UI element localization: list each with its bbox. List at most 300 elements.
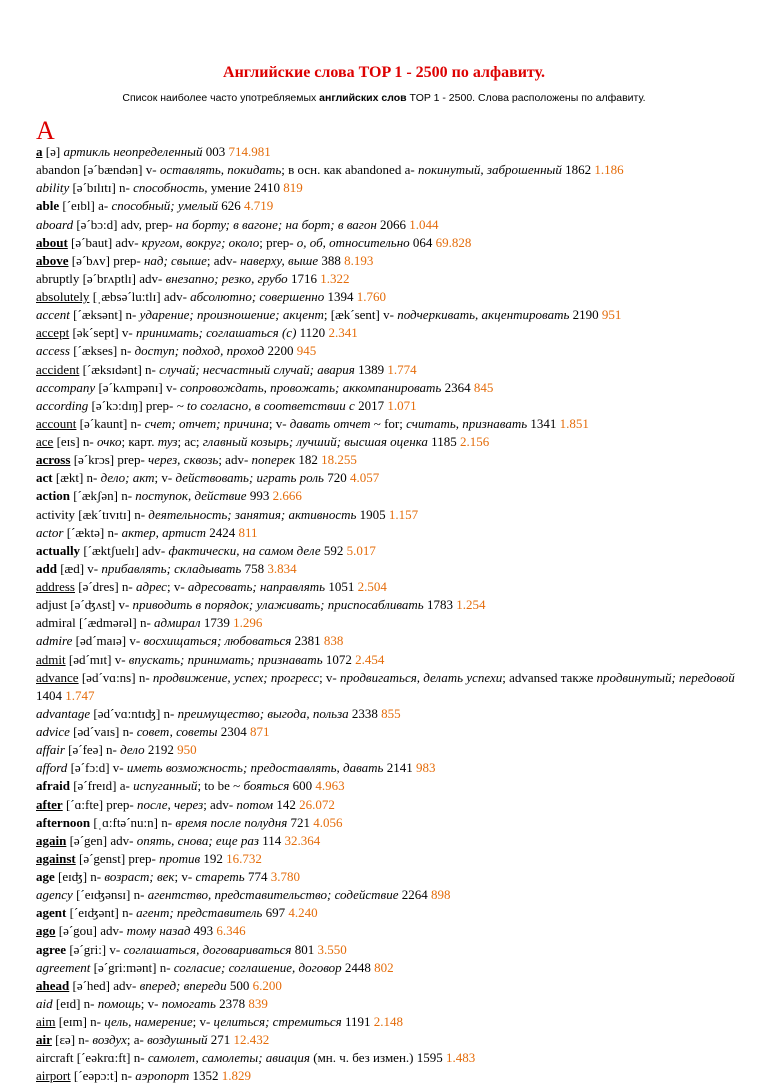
- frequency-count: 2.148: [373, 1014, 403, 1029]
- frequency-count: 1.851: [559, 415, 589, 431]
- entry-text: [əˊbɪlɪtɪ] n-: [69, 180, 134, 196]
- word-entry: [36, 361, 736, 379]
- frequency-count: 3.780: [270, 869, 300, 884]
- translation-text: давать отчет: [289, 415, 371, 431]
- headword: actually: [36, 542, 81, 558]
- translation-text: случай; несчастный случай; авария: [159, 361, 355, 377]
- word-entry: [36, 469, 736, 487]
- word-entry: [36, 252, 736, 270]
- headword: across: [36, 452, 71, 468]
- entry-text: [əˊkʌmpənɪ] v-: [95, 379, 181, 395]
- word-entry: [36, 397, 736, 415]
- translation-text: тому назад: [126, 923, 191, 939]
- page-title: Английские слова TOP 1 - 2500 по алфавиту.: [223, 64, 545, 81]
- frequency-count: 983: [415, 760, 436, 776]
- headword: afternoon: [36, 814, 91, 830]
- translation-text: опять, снова; еще раз: [136, 832, 259, 848]
- headword: absolutely: [36, 289, 90, 304]
- frequency-count: 898: [430, 887, 451, 903]
- translation-text: адресовать; направлять: [187, 579, 326, 594]
- translation-text: актер, артист: [121, 524, 207, 540]
- headword: airport: [36, 1068, 71, 1084]
- translation-text: счет; отчет; причина: [144, 415, 269, 431]
- translation-text: accompany: [36, 379, 96, 395]
- translation-text: впускать; принимать; признавать: [128, 651, 323, 667]
- entry-text: 2192: [144, 742, 178, 758]
- headword: admit: [36, 651, 66, 667]
- word-entry: [36, 995, 736, 1013]
- translation-text: оставлять, покидать: [159, 162, 282, 178]
- entry-text: ; adv-: [206, 252, 241, 268]
- translation-text: agreement: [36, 959, 91, 975]
- subtitle-text-start: Список наиболее часто употребляемых: [122, 92, 320, 104]
- frequency-count: 4.963: [315, 778, 345, 794]
- frequency-count: 1.186: [594, 162, 624, 178]
- word-entry: [36, 179, 736, 197]
- translation-text: иметь возможность; предоставлять, давать: [126, 760, 384, 776]
- translation-text: agency: [36, 887, 73, 903]
- headword: afraid: [36, 778, 70, 794]
- translation-text: прибавлять; складывать: [101, 560, 242, 576]
- translation-text: покинутый, заброшенный: [417, 162, 562, 178]
- entry-text: 697: [262, 905, 289, 921]
- translation-text: способный; умелый: [111, 198, 219, 214]
- entry-text: [ədˊvaɪs] n-: [69, 724, 137, 739]
- entry-text: [əˊfreɪd] a-: [69, 778, 134, 794]
- word-entry: [36, 324, 736, 342]
- frequency-count: 2.156: [459, 434, 490, 449]
- entry-text: [ədˊmaɪə] v-: [72, 633, 144, 649]
- entry-text: 801: [291, 941, 318, 957]
- headword: address: [36, 579, 75, 594]
- entry-text: 1404: [36, 687, 66, 703]
- word-entry: [36, 578, 736, 596]
- frequency-count: 950: [177, 742, 197, 758]
- translation-text: accent: [36, 307, 70, 323]
- translation-text: артикль неопределенный: [63, 144, 203, 159]
- translation-text: продвижение, успех; прогресс: [152, 669, 320, 685]
- entry-text: 1191: [341, 1014, 374, 1029]
- frequency-count: 2.341: [328, 325, 358, 341]
- entry-text: , умение 2410: [204, 180, 284, 196]
- translation-text: admire: [36, 633, 73, 649]
- entry-text: ; to be ~: [197, 778, 244, 794]
- entry-text: 1389: [354, 361, 388, 377]
- entry-text: 2378: [215, 995, 249, 1011]
- entry-text: admiral [ˊædmərəl] n-: [36, 615, 155, 631]
- frequency-count: 855: [381, 705, 401, 721]
- entry-text: 1185: [427, 434, 460, 449]
- entry-text: [ədˊvɑ:ntɪʤ] n-: [90, 705, 178, 721]
- frequency-count: 714.981: [228, 144, 271, 159]
- headword: ago: [36, 923, 56, 939]
- entry-text: aircraft [ˊeəkrɑ:ft] n-: [36, 1050, 148, 1066]
- translation-text: туз: [157, 434, 178, 449]
- entry-text: 2381: [291, 633, 324, 649]
- translation-text: продвигаться, делать успехи: [340, 669, 503, 685]
- headword: age: [36, 869, 55, 884]
- entry-text: [eɪm] n-: [55, 1014, 105, 1029]
- word-entry: [36, 723, 736, 741]
- frequency-count: 951: [601, 307, 622, 323]
- word-entry: [36, 886, 736, 904]
- entry-text: [ˊeɪʤənt] n-: [66, 905, 137, 921]
- frequency-count: 26.072: [299, 796, 335, 812]
- translation-text: стареть: [195, 869, 245, 884]
- frequency-count: 1.157: [388, 506, 419, 522]
- translation-text: возраст; век: [104, 869, 175, 884]
- entry-text: 1051: [325, 579, 358, 594]
- translation-text: деятельность; занятия; активность: [148, 506, 357, 522]
- entry-text: [əˊkaunt] n-: [76, 415, 145, 431]
- headword: able: [36, 198, 60, 214]
- word-entry: [36, 669, 736, 705]
- entry-text: [əˊgen] adv-: [66, 832, 137, 848]
- entry-text: ; карт.: [121, 434, 158, 449]
- headword: aim: [36, 1014, 56, 1029]
- word-entry: [36, 306, 736, 324]
- entry-text: 721: [287, 814, 314, 830]
- frequency-count: 1.322: [320, 270, 350, 286]
- headword: act: [36, 470, 53, 486]
- entry-text: 1783: [423, 597, 457, 613]
- word-list: [36, 143, 736, 1086]
- entry-text: ; [ækˊsent] v-: [323, 307, 398, 323]
- word-entry: [36, 868, 736, 886]
- entry-text: 626: [218, 198, 245, 214]
- headword: ace: [36, 434, 54, 449]
- word-entry: [36, 560, 736, 578]
- entry-text: 2364: [441, 379, 474, 395]
- entry-text: [əˊbʌv] prep-: [68, 252, 144, 268]
- word-entry: [36, 1049, 736, 1067]
- entry-text: [ˊeəpɔ:t] n-: [70, 1068, 136, 1084]
- entry-text: [eɪs] n-: [53, 434, 97, 449]
- word-entry: [36, 270, 736, 288]
- entry-text: ; в осн. как abandoned a-: [281, 162, 418, 178]
- entry-text: [ˊækʃən] n-: [69, 488, 136, 504]
- translation-text: поступок, действие: [135, 488, 247, 504]
- entry-text: [əˊgri:] v-: [66, 941, 124, 957]
- frequency-count: 819: [283, 180, 303, 196]
- entry-text: [ˊɑ:fte] prep-: [62, 796, 137, 812]
- translation-text: воздух: [92, 1032, 127, 1048]
- translation-text: время после полудня: [175, 814, 288, 830]
- translation-text: согласие; соглашение, договор: [173, 959, 342, 975]
- entry-text: abruptly [əˊbrʌptlɪ] adv-: [36, 270, 166, 286]
- translation-text: приводить в порядок; улаживать; приспосабливать: [132, 597, 424, 613]
- entry-text: 774: [244, 869, 271, 884]
- entry-text: ; v-: [154, 470, 176, 486]
- translation-text: воздушный: [147, 1032, 208, 1048]
- word-entry: [36, 143, 736, 161]
- translation-text: преимущество; выгода, польза: [177, 705, 349, 721]
- translation-text: действовать; играть роль: [175, 470, 324, 486]
- headword: accept: [36, 325, 70, 341]
- entry-text: 720: [323, 470, 350, 486]
- translation-text: совет, советы: [136, 724, 218, 739]
- translation-text: очко: [97, 434, 122, 449]
- entry-text: [ækt] n-: [52, 470, 101, 486]
- translation-text: подчеркивать, акцентировать: [397, 307, 570, 323]
- frequency-count: 1.296: [233, 615, 263, 631]
- word-entry: [36, 234, 736, 252]
- word-entry: [36, 415, 736, 433]
- word-entry: [36, 487, 736, 505]
- frequency-count: 1.829: [221, 1068, 251, 1084]
- frequency-count: 6.200: [252, 977, 282, 993]
- entry-text: 271: [207, 1032, 234, 1048]
- word-entry: [36, 524, 736, 542]
- entry-text: [ˊæksɪdənt] n-: [79, 361, 160, 377]
- translation-text: aid: [36, 995, 53, 1011]
- translation-text: абсолютно; совершенно: [190, 289, 325, 304]
- frequency-count: 1.774: [387, 361, 417, 377]
- frequency-count: 32.364: [284, 832, 321, 848]
- frequency-count: 12.432: [233, 1032, 270, 1048]
- translation-text: affair: [36, 742, 65, 758]
- word-entry: [36, 451, 736, 469]
- translation-text: afford: [36, 760, 68, 776]
- entry-text: 182: [295, 452, 322, 468]
- frequency-count: 4.056: [313, 814, 343, 830]
- headword: about: [36, 234, 68, 250]
- word-entry: [36, 977, 736, 995]
- entry-text: [ˌæbsəˊlu:tlɪ] adv-: [89, 289, 191, 304]
- page-subtitle: [0, 92, 768, 104]
- frequency-count: 18.255: [321, 452, 357, 468]
- entry-text: ; v-: [166, 579, 188, 594]
- entry-text: 2200: [264, 343, 297, 359]
- entry-text: [ˌɑ:ftəˊnu:n] n-: [90, 814, 176, 830]
- entry-text: [əˊbɔ:d] adv, prep-: [73, 216, 176, 232]
- translation-text: поперек: [251, 452, 296, 468]
- entry-text: 2338: [348, 705, 382, 721]
- word-entry: [36, 814, 736, 832]
- frequency-count: 1.747: [65, 687, 95, 703]
- translation-text: адрес: [136, 579, 167, 594]
- frequency-count: 16.732: [226, 850, 262, 866]
- entry-text: [ˊækses] n-: [69, 343, 135, 359]
- entry-text: 2264: [398, 887, 431, 903]
- headword: air: [36, 1032, 52, 1048]
- translation-text: испуганный: [133, 778, 198, 794]
- translation-text: потом: [236, 796, 274, 812]
- frequency-count: 1.483: [445, 1050, 476, 1066]
- entry-text: 758: [241, 560, 268, 576]
- entry-text: [əkˊsept] v-: [69, 325, 136, 341]
- headword: action: [36, 488, 70, 504]
- translation-text: продвинутый; передовой: [596, 669, 735, 685]
- word-entry: [36, 777, 736, 795]
- translation-text: кругом, вокруг; около: [141, 234, 260, 250]
- subtitle-text-bold: английских слов: [319, 92, 407, 104]
- word-entry: [36, 922, 736, 940]
- translation-text: принимать; соглашаться (с): [135, 325, 297, 341]
- entry-text: [ˊeɪbl] a-: [59, 198, 112, 214]
- entry-text: 064: [409, 234, 436, 250]
- headword: after: [36, 796, 63, 812]
- entry-text: 1739: [200, 615, 234, 631]
- translation-text: ability: [36, 180, 70, 196]
- frequency-count: 8.193: [344, 252, 374, 268]
- translation-text: агентство, представительство; содействие: [147, 887, 399, 903]
- translation-text: дело; акт: [100, 470, 155, 486]
- frequency-count: 69.828: [435, 234, 472, 250]
- translation-text: на борту; в вагоне; на борт; в вагон: [175, 216, 377, 232]
- entry-text: [əˊfɔ:d] v-: [67, 760, 127, 776]
- entry-text: 1716: [287, 270, 321, 286]
- word-entry: [36, 614, 736, 632]
- frequency-count: 3.550: [317, 941, 347, 957]
- entry-text: [əˊhed] adv-: [69, 977, 140, 993]
- entry-text: abandon [əˊbændən] v-: [36, 162, 160, 178]
- subtitle-text-end: TOP 1 - 2500. Слова расположены по алфавиту.: [406, 92, 646, 104]
- word-entry: [36, 850, 736, 868]
- headword: add: [36, 560, 57, 576]
- frequency-count: 838: [323, 633, 344, 649]
- entry-text: [əˊgri:mənt] n-: [90, 959, 174, 975]
- word-entry: [36, 759, 736, 777]
- word-entry: [36, 741, 736, 759]
- entry-text: 600: [289, 778, 316, 794]
- frequency-count: 1.254: [456, 597, 486, 613]
- section-letter: A: [36, 116, 55, 145]
- entry-text: 2424: [206, 524, 239, 540]
- entry-text: ; ас;: [177, 434, 203, 449]
- word-entry: [36, 632, 736, 650]
- headword: again: [36, 832, 67, 848]
- entry-text: adjust [əˊʤʌst] v-: [36, 597, 133, 613]
- word-entry: [36, 216, 736, 234]
- translation-text: aboard: [36, 216, 74, 232]
- entry-text: 114: [258, 832, 285, 848]
- entry-text: 1394: [324, 289, 357, 304]
- entry-text: [ədˊmɪt] v-: [65, 651, 129, 667]
- entry-text: [ə]: [42, 144, 64, 159]
- frequency-count: 2.666: [272, 488, 302, 504]
- translation-text: ~ to согласно, в соответствии с: [176, 397, 355, 413]
- word-entry: [36, 1031, 736, 1049]
- word-entry: [36, 197, 736, 215]
- translation-text: сопровождать, провожать; аккомпанировать: [180, 379, 442, 395]
- entry-text: 192: [200, 850, 227, 866]
- word-entry: [36, 904, 736, 922]
- entry-text: ; a-: [126, 1032, 148, 1048]
- translation-text: advantage: [36, 705, 91, 721]
- frequency-count: 4.719: [244, 198, 274, 214]
- translation-text: над; свыше: [143, 252, 207, 268]
- headword: ahead: [36, 977, 70, 993]
- entry-text: [əˊdres] n-: [75, 579, 136, 594]
- frequency-count: 945: [296, 343, 317, 359]
- entry-text: 1352: [189, 1068, 222, 1084]
- word-entry: [36, 433, 736, 451]
- translation-text: внезапно; резко, грубо: [165, 270, 288, 286]
- entry-text: ; v-: [192, 1014, 214, 1029]
- entry-text: ; v-: [268, 415, 290, 431]
- frequency-count: 2.504: [357, 579, 387, 594]
- entry-text: (мн. ч. без измен.) 1595: [309, 1050, 446, 1066]
- word-entry: [36, 651, 736, 669]
- entry-text: [eɪd] n-: [52, 995, 98, 1011]
- entry-text: [ˊæktʃuelɪ] adv-: [80, 542, 169, 558]
- entry-text: [ˊeɪʤənsɪ] n-: [72, 887, 148, 903]
- entry-text: 003: [202, 144, 229, 159]
- translation-text: вперед; впереди: [139, 977, 227, 993]
- word-entry: [36, 796, 736, 814]
- translation-text: целиться; стремиться: [213, 1014, 342, 1029]
- frequency-count: 2.454: [355, 651, 385, 667]
- entry-text: ; advansed также: [502, 669, 597, 685]
- translation-text: according: [36, 397, 89, 413]
- word-entry: [36, 288, 736, 306]
- frequency-count: 3.834: [267, 560, 297, 576]
- headword: agent: [36, 905, 67, 921]
- word-entry: [36, 959, 736, 977]
- word-entry: [36, 1013, 736, 1031]
- translation-text: считать, признавать: [406, 415, 528, 431]
- entry-text: [ədˊvɑ:ns] n-: [78, 669, 153, 685]
- entry-text: 500: [226, 977, 253, 993]
- entry-text: 592: [320, 542, 347, 558]
- translation-text: против: [159, 850, 201, 866]
- entry-text: 388: [318, 252, 345, 268]
- translation-text: цель, намерение: [104, 1014, 193, 1029]
- word-entry: [36, 1067, 736, 1085]
- entry-text: 493: [190, 923, 217, 939]
- entry-text: 2017: [354, 397, 388, 413]
- headword: against: [36, 850, 76, 866]
- translation-text: о, об, относительно: [296, 234, 410, 250]
- word-entry: [36, 379, 736, 397]
- entry-text: [ˊæksənt] n-: [69, 307, 140, 323]
- translation-text: бояться: [243, 778, 290, 794]
- translation-text: самолет, самолеты; авиация: [147, 1050, 310, 1066]
- translation-text: через, сквозь: [148, 452, 219, 468]
- frequency-count: 6.346: [216, 923, 246, 939]
- entry-text: ; prep-: [259, 234, 297, 250]
- headword: advance: [36, 669, 79, 685]
- frequency-count: 802: [374, 959, 394, 975]
- entry-text: [əˊfeə] n-: [64, 742, 121, 758]
- entry-text: ; v-: [319, 669, 341, 685]
- entry-text: [ˊæktə] n-: [63, 524, 122, 540]
- word-entry: [36, 542, 736, 560]
- entry-text: 993: [246, 488, 273, 504]
- entry-text: [əˊgenst] prep-: [75, 850, 160, 866]
- entry-text: ~ for;: [370, 415, 407, 431]
- frequency-count: 1.044: [409, 216, 439, 232]
- entry-text: 2448: [341, 959, 375, 975]
- entry-text: [əˊbaut] adv-: [67, 234, 142, 250]
- entry-text: 2190: [569, 307, 602, 323]
- entry-text: [eɪʤ] n-: [54, 869, 105, 884]
- entry-text: [əˊgou] adv-: [55, 923, 127, 939]
- translation-text: главный козырь; лучший; высшая оценка: [202, 434, 428, 449]
- entry-text: [ɛə] n-: [51, 1032, 93, 1048]
- translation-text: агент; представитель: [136, 905, 263, 921]
- translation-text: доступ; подход, проход: [134, 343, 265, 359]
- frequency-count: 5.017: [346, 542, 376, 558]
- entry-text: activity [ækˊtɪvɪtɪ] n-: [36, 506, 149, 522]
- frequency-count: 4.057: [349, 470, 380, 486]
- frequency-count: 871: [249, 724, 270, 739]
- entry-text: ; v-: [140, 995, 162, 1011]
- entry-text: 142: [273, 796, 300, 812]
- entry-text: 2304: [217, 724, 250, 739]
- headword: accident: [36, 361, 80, 377]
